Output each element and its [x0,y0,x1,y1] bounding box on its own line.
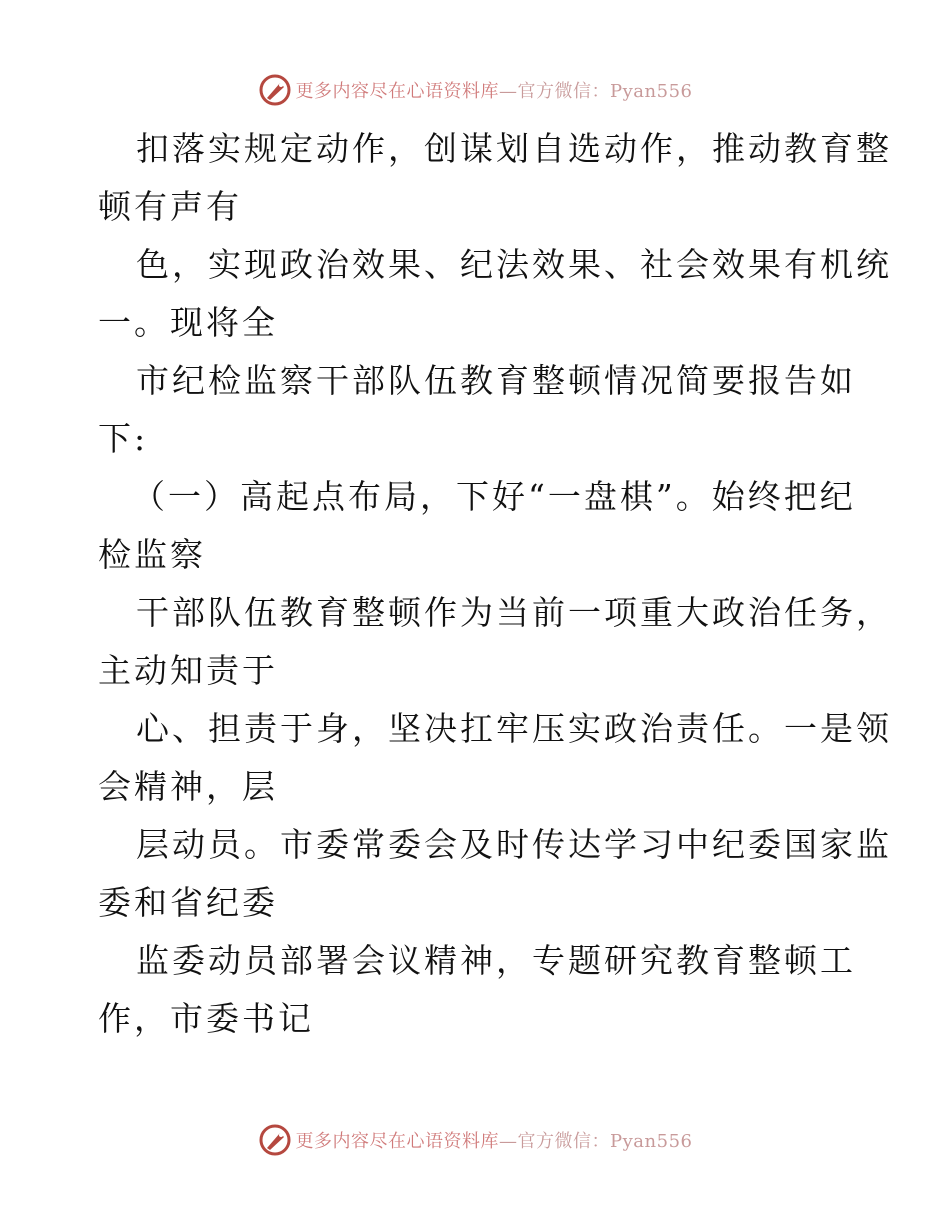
footer-banner-main: 更多内容尽在心语资料库 [295,1131,500,1152]
footer-banner-text [296,1127,693,1153]
body-line: 扣落实规定动作，创谋划自选动作，推动教育整 [136,129,892,168]
header-banner-tail: 官方微信：Pyan556 [517,81,693,102]
header-banner-sep: — [499,81,518,102]
document-body [98,120,892,1048]
header-banner-content [258,73,693,107]
body-line: 作，市委书记 [98,999,314,1038]
footer-banner-sep: — [499,1131,518,1152]
body-line: 会精神，层 [98,767,278,806]
header-banner-main: 更多内容尽在心语资料库 [295,81,500,102]
body-line: 干部队伍教育整顿作为当前一项重大政治任务， [136,593,892,632]
header-banner [0,72,950,108]
body-line: 心、担责于身，坚决扛牢压实政治责任。一是领 [136,709,892,748]
body-line: 顿有声有 [98,187,242,226]
footer-banner-content [258,1123,693,1157]
body-line: 层动员。市委常委会及时传达学习中纪委国家监 [136,825,892,864]
body-line: 色，实现政治效果、纪法效果、社会效果有机统 [136,245,892,284]
body-line: 委和省纪委 [98,883,278,922]
body-line: 主动知责于 [98,651,278,690]
body-line: 检监察 [98,535,206,574]
footer-banner-tail: 官方微信：Pyan556 [517,1131,693,1152]
body-line: （一）高起点布局，下好“一盘棋”。始终把纪 [132,477,856,516]
pen-nib-circle-icon [258,73,292,107]
body-line: 监委动员部署会议精神，专题研究教育整顿工 [136,941,856,980]
header-banner-text [296,77,693,103]
pen-nib-circle-icon [258,1123,292,1157]
footer-banner [0,1122,950,1158]
body-line: 下: [98,419,149,458]
body-line: 一。现将全 [98,303,278,342]
body-line: 市纪检监察干部队伍教育整顿情况简要报告如 [136,361,856,400]
